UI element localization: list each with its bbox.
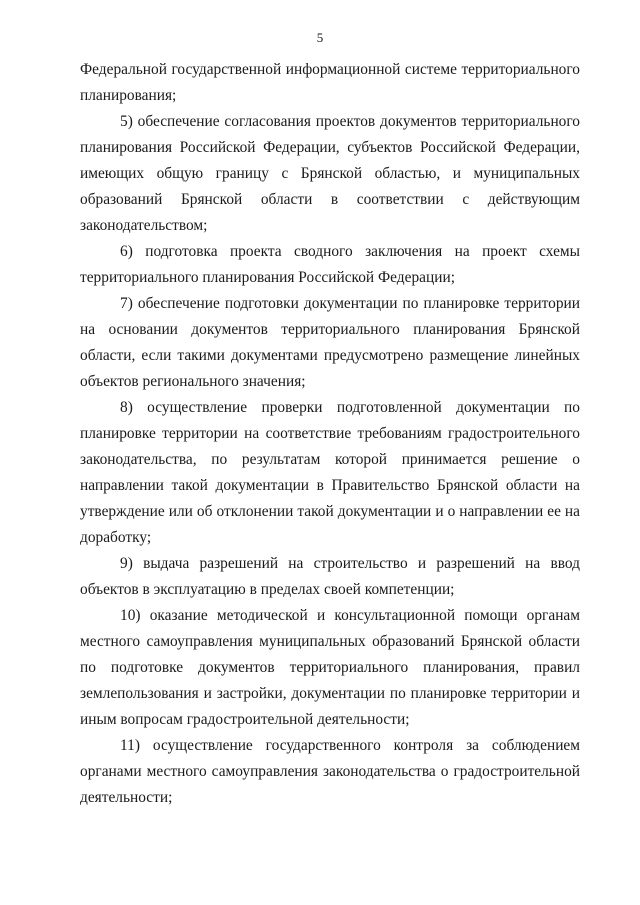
paragraph-item-9: 9) выдача разрешений на строительство и разрешений на ввод объектов в эксплуатацию в пределах своей компетенции; xyxy=(80,555,580,598)
paragraph-item-10: 10) оказание методической и консультационной помощи органам местного самоуправления муниципальных образований Брянской области по подготовке документов территориального планирования, правил землепользования и застройки, документации по планировке территории и иным вопросам градостроительной деятельности; xyxy=(80,607,580,728)
document-body xyxy=(80,57,580,811)
paragraph-continuation: Федеральной государственной информационной системе территориального планирования; xyxy=(80,61,580,104)
paragraph-item-5: 5) обеспечение согласования проектов документов территориального планирования Российской Федерации, субъектов Российской Федерации, имеющих общую границу с Брянской областью, и муниципальных образований Брянской области в соответствии с действующим законодательством; xyxy=(80,113,580,234)
paragraph-item-8: 8) осуществление проверки подготовленной документации по планировке территории на соответствие требованиям градостроительного законодательства, по результатам которой принимается решение о направлении такой документации в Правительство Брянской области на утверждение или об отклонении такой документации и о направлении ее на доработку; xyxy=(80,399,580,546)
paragraph-item-11: 11) осуществление государственного контроля за соблюдением органами местного самоуправления законодательства о градостроительной деятельности; xyxy=(80,737,580,806)
paragraph-item-7: 7) обеспечение подготовки документации по планировке территории на основании документов территориального планирования Брянской области, если такими документами предусмотрено размещение линейных объектов регионального значения; xyxy=(80,295,580,390)
page-number: 5 xyxy=(316,30,324,45)
paragraph-item-6: 6) подготовка проекта сводного заключения на проект схемы территориального планирования Российской Федерации; xyxy=(80,243,580,286)
